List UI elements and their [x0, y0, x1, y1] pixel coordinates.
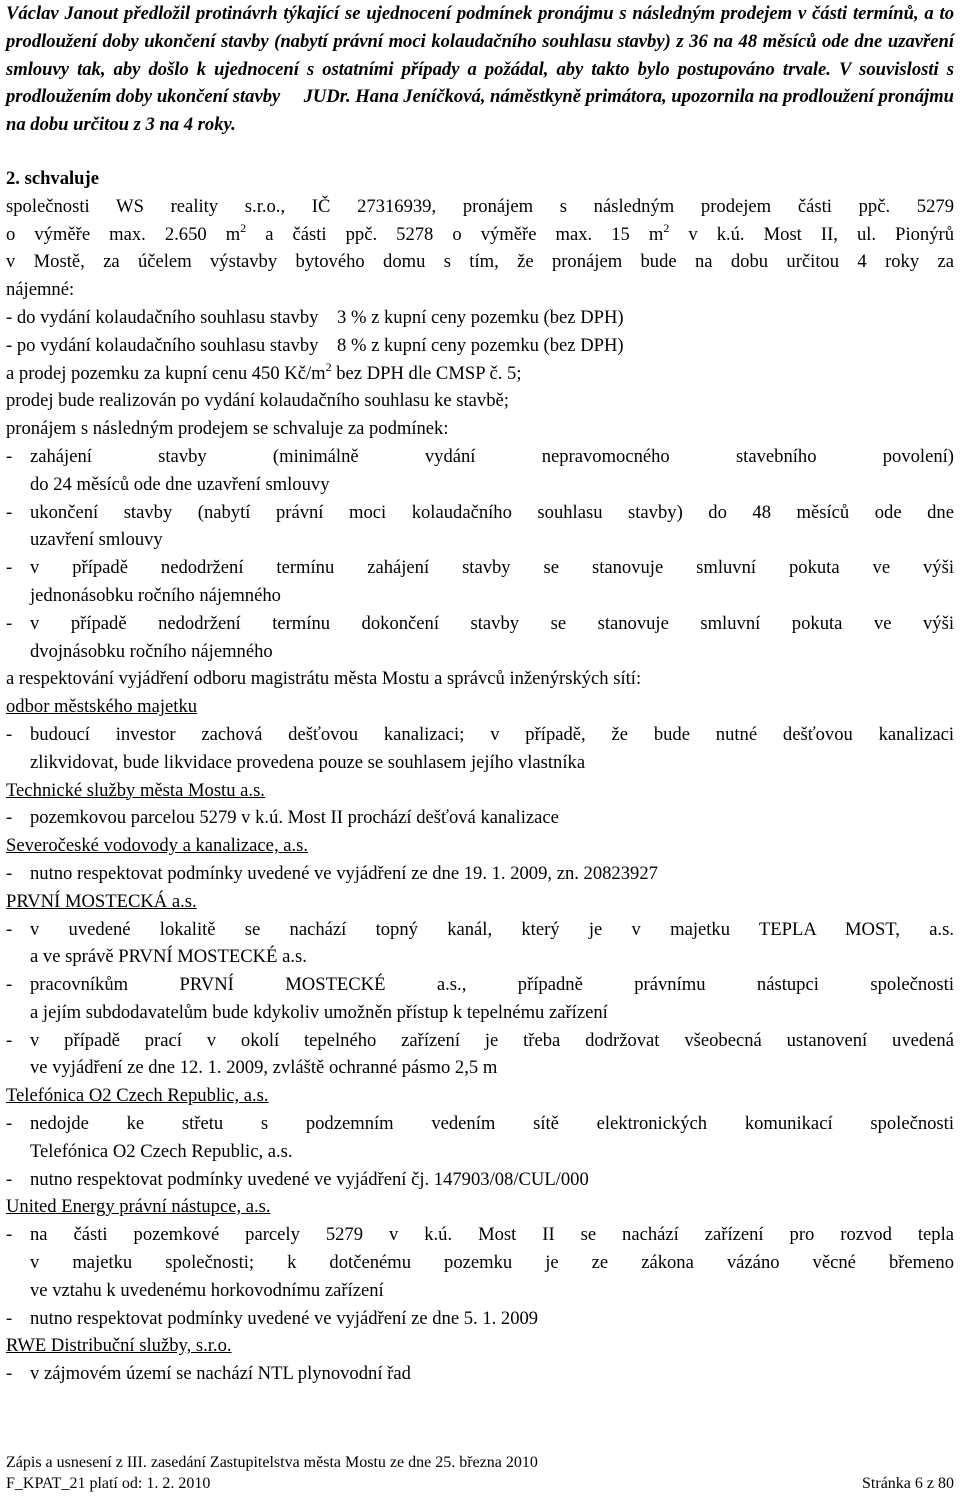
list-item: - na části pozemkové parcely 5279 v k.ú. Most II se nachází zařízení pro rozvod tepla v majetku společnosti; k dotčenému pozemku je ze zákona vázáno věcné břemeno ve vztahu k uvedenému horkovodnímu zařízení — [6, 1224, 954, 1301]
footer-form-code: F_KPAT_21 platí od: 1. 2. 2010 — [6, 1475, 211, 1492]
sale-line: a prodej pozemku za kupní cenu 450 $Kč/m^2$ bez DPH dle CMSP č. 5; — [6, 359, 522, 384]
conditions-list — [6, 443, 954, 665]
list-item: - v případě nedodržení termínu zahájení stavby se stanovuje smluvní pokuta ve výši jednonásobku ročního nájemného — [6, 557, 954, 606]
list-item: - budoucí investor zachová dešťovou kanalizaci; v případě, že bude nutné dešťovou kanalizaci zlikvidovat, bude likvidace provedena pouze se souhlasem jejího vlastníka — [6, 723, 954, 773]
intro-paragraph — [6, 0, 954, 139]
rent-line-1: - do vydání kolaudačního souhlasu stavby 3 % z kupní ceny pozemku (bez DPH) — [6, 306, 624, 328]
footer-meeting-line: Zápis a usnesení z III. zasedání Zastupitelstva města Mostu ze dne 25. března 2010 — [6, 1454, 538, 1471]
page-footer — [6, 1452, 954, 1494]
intro-text-before: Václav Janout předložil protinávrh týkající se ujednocení podmínek pronájmu s následným prodejem v části termínů, a to prodloužení doby ukončení stavby (nabytí právní moci kolaudačního souhlasu stavby) z 36 na 48 měsíců ode dne uzavření smlouvy tak, aby došlo k ujednocení s ostatními případy a požádal, aby takto bylo postupováno trvale. V souvislosti s prodloužením doby ukončení stavby — [6, 3, 954, 108]
list-item: - ukončení stavby (nabytí právní moci kolaudačního souhlasu stavby) do 48 měsíců ode dne uzavření smlouvy — [6, 501, 954, 551]
list-item: - nutno respektovat podmínky uvedené ve vyjádření ze dne 5. 1. 2009 — [6, 1307, 539, 1329]
list-item: - nutno respektovat podmínky uvedené ve vyjádření čj. 147903/08/CUL/000 — [6, 1168, 589, 1190]
section-title: Telefónica O2 Czech Republic, a.s. — [6, 1085, 269, 1107]
section-title: odbor městského majetku — [6, 696, 198, 718]
footer-page-number: Stránka 6 z 80 — [862, 1475, 954, 1492]
section-title: RWE Distribuční služby, s.r.o. — [6, 1335, 232, 1357]
list-item: - pracovníkům PRVNÍ MOSTECKÉ a.s., případně právnímu nástupci společnosti a jejím subdodavatelům bude kdykoliv umožněn přístup k tepelnému zařízení — [6, 974, 954, 1023]
list-item: - v uvedené lokalitě se nachází topný kanál, který je v majetku TEPLA MOST, a.s. a ve správě PRVNÍ MOSTECKÉ a.s. — [6, 918, 954, 968]
resolution-line-1: společnosti WS reality s.r.o., IČ 27316939, pronájem s následným prodejem části ppč. 5279 — [6, 195, 954, 217]
list-item: - v případě nedodržení termínu dokončení stavby se stanovuje smluvní pokuta ve výši dvojnásobku ročního nájemného — [6, 612, 954, 662]
section-title: United Energy právní nástupce, a.s. — [6, 1196, 271, 1218]
document-page — [6, 0, 954, 1388]
resolution-line-4: nájemné: — [6, 279, 75, 301]
list-item: - nutno respektovat podmínky uvedené ve vyjádření ze dne 19. 1. 2009, zn. 20823927 — [6, 862, 658, 884]
list-item: - v případě prací v okolí tepelného zařízení je třeba dodržovat všeobecná ustanovení uvedená ve vyjádření ze dne 12. 1. 2009, zvláště ochranné pásmo 2,5 m — [6, 1029, 954, 1079]
list-item: - v zájmovém území se nachází NTL plynovodní řad — [6, 1363, 411, 1385]
section-title: PRVNÍ MOSTECKÁ a.s. — [6, 890, 197, 912]
section-title: Technické služby města Mostu a.s. — [6, 779, 265, 801]
resolution-heading: 2. schvaluje — [6, 167, 99, 189]
sale-line-2: prodej bude realizován po vydání kolaudačního souhlasu ke stavbě; — [6, 390, 509, 412]
resolution-line-3: v Mostě, za účelem výstavby bytového domu s tím, že pronájem bude na dobu určitou 4 roky za — [6, 251, 954, 273]
section-title: Severočeské vodovody a kanalizace, a.s. — [6, 835, 309, 857]
respect-line: a respektování vyjádření odboru magistrátu města Mostu a správců inženýrských sítí: — [6, 668, 642, 690]
list-item: - nedojde ke střetu s podzemním vedením sítě elektronických komunikací společnosti Telefónica O2 Czech Republic, a.s. — [6, 1113, 954, 1162]
intro-text-after: JUDr. Hana Jeníčková, náměstkyně primátora, upozornila na prodloužení pronájmu na dobu určitou z 3 na 4 roky. — [6, 86, 954, 136]
list-item: - zahájení stavby (minimálně vydání nepravomocného stavebního povolení) do 24 měsíců ode dne uzavření smlouvy — [6, 445, 954, 495]
conditions-intro: pronájem s následným prodejem se schvaluje za podmínek: — [6, 418, 449, 440]
rent-line-2: - po vydání kolaudačního souhlasu stavby 8 % z kupní ceny pozemku (bez DPH) — [6, 334, 624, 356]
list-item: - pozemkovou parcelou 5279 v k.ú. Most II prochází dešťová kanalizace — [6, 807, 559, 829]
resolution-line-2: o výměře max. 2.650 $m^2$ a části ppč. 5278 o výměře max. 15 $m^2$ v k.ú. Most II, ul. Pionýrů — [6, 220, 954, 245]
